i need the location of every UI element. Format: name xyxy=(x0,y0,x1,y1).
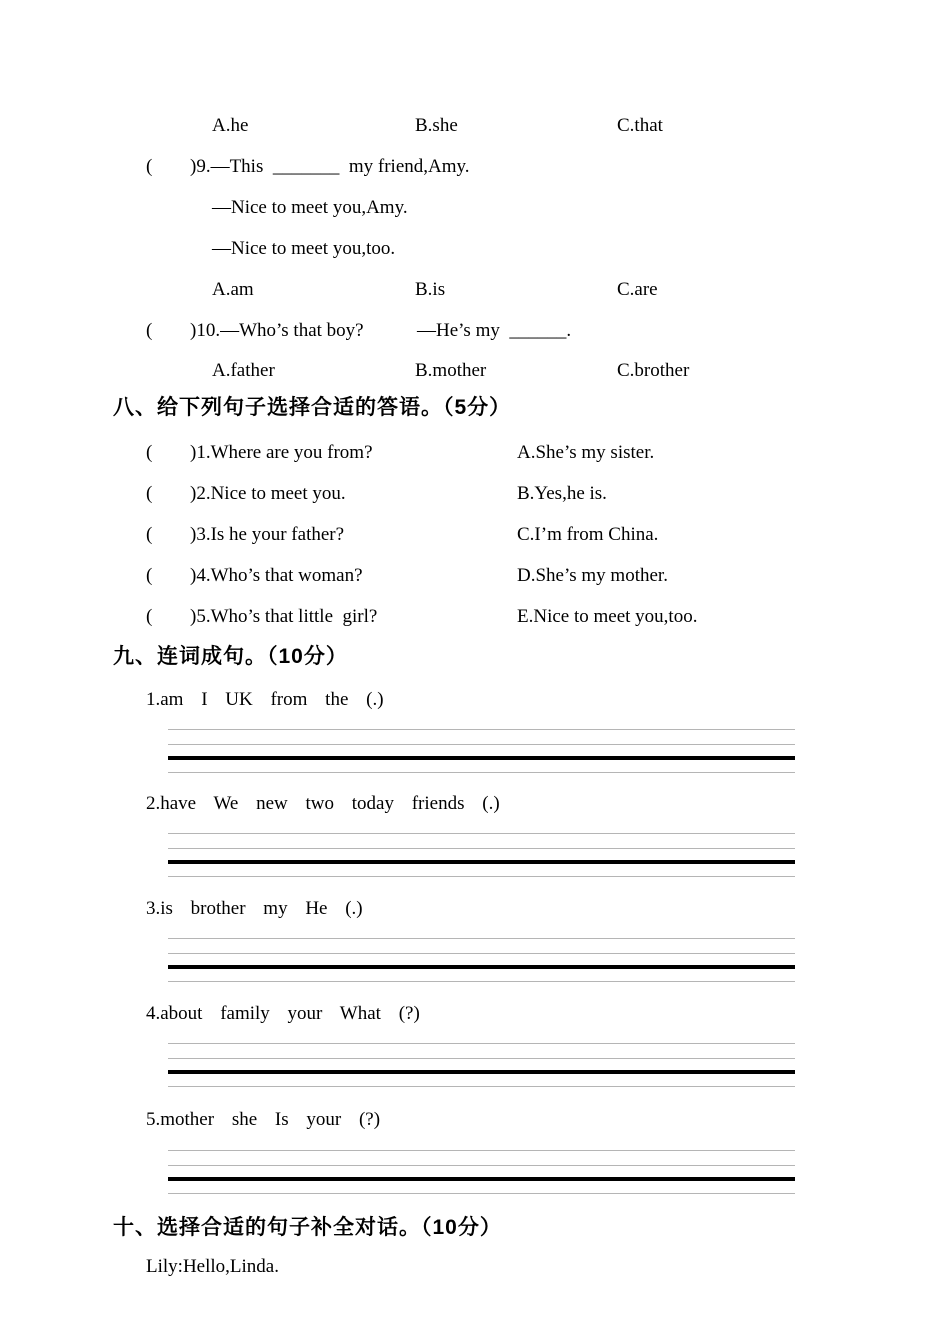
s8-row3-question: )3.Is he your father? xyxy=(190,524,345,545)
s8-row2-answer: B.Yes,he is. xyxy=(517,483,607,504)
section-8-title: 八、给下列句子选择合适的答语。（5分） xyxy=(113,396,512,419)
writing-line-thick xyxy=(168,756,795,760)
s8-row2-question: )2.Nice to meet you. xyxy=(190,483,346,504)
writing-line-thin xyxy=(168,848,795,849)
q9-answer-bracket: ( xyxy=(146,156,153,177)
writing-lines-1 xyxy=(168,729,795,776)
writing-line-thick xyxy=(168,1177,795,1181)
s9-item-3: 3.is brother my He (.) xyxy=(146,898,363,919)
q8-option-b: B.she xyxy=(415,115,458,136)
writing-lines-5 xyxy=(168,1150,795,1197)
section-9-title: 九、连词成句。（10分） xyxy=(113,645,348,668)
writing-line-thin xyxy=(168,729,795,730)
s9-item-1: 1.am I UK from the (.) xyxy=(146,689,384,710)
s8-row5-question: )5.Who’s that little girl? xyxy=(190,606,378,627)
writing-line-thin xyxy=(168,1058,795,1059)
s9-item-5: 5.mother she Is your (?) xyxy=(146,1109,381,1130)
s8-row5-bracket: ( xyxy=(146,606,153,627)
q9-reply-1: —Nice to meet you,Amy. xyxy=(212,197,408,218)
s8-row1-answer: A.She’s my sister. xyxy=(517,442,655,463)
s8-row4-answer: D.She’s my mother. xyxy=(517,565,668,586)
writing-line-thin xyxy=(168,938,795,939)
writing-line-thin xyxy=(168,772,795,773)
s8-row3-bracket: ( xyxy=(146,524,153,545)
section-10-title: 十、选择合适的句子补全对话。（10分） xyxy=(113,1216,502,1239)
writing-line-thin xyxy=(168,953,795,954)
writing-line-thin xyxy=(168,1086,795,1087)
q9-option-b: B.is xyxy=(415,279,446,300)
q9-question-text: )9.—This _______ my friend,Amy. xyxy=(190,156,470,177)
s8-row1-bracket: ( xyxy=(146,442,153,463)
q10-question-text: )10.—Who’s that boy? xyxy=(190,320,364,341)
q10-answer-bracket: ( xyxy=(146,320,153,341)
writing-line-thin xyxy=(168,981,795,982)
writing-lines-2 xyxy=(168,833,795,880)
writing-line-thick xyxy=(168,1070,795,1074)
s8-row4-question: )4.Who’s that woman? xyxy=(190,565,363,586)
writing-lines-4 xyxy=(168,1043,795,1090)
writing-line-thin xyxy=(168,1150,795,1151)
s8-row4-bracket: ( xyxy=(146,565,153,586)
q8-option-a: A.he xyxy=(212,115,249,136)
writing-lines-3 xyxy=(168,938,795,985)
q9-option-c: C.are xyxy=(617,279,658,300)
s8-row2-bracket: ( xyxy=(146,483,153,504)
s10-dialog-line-1: Lily:Hello,Linda. xyxy=(146,1256,279,1277)
q10-option-b: B.mother xyxy=(415,360,487,381)
writing-line-thick xyxy=(168,860,795,864)
q8-option-c: C.that xyxy=(617,115,663,136)
writing-line-thin xyxy=(168,1165,795,1166)
writing-line-thick xyxy=(168,965,795,969)
q9-reply-2: —Nice to meet you,too. xyxy=(212,238,396,259)
s8-row1-question: )1.Where are you from? xyxy=(190,442,373,463)
q10-answer-text: —He’s my ______. xyxy=(417,320,572,341)
writing-line-thin xyxy=(168,1043,795,1044)
s9-item-4: 4.about family your What (?) xyxy=(146,1003,420,1024)
writing-line-thin xyxy=(168,1193,795,1194)
writing-line-thin xyxy=(168,876,795,877)
q10-option-c: C.brother xyxy=(617,360,690,381)
q9-option-a: A.am xyxy=(212,279,254,300)
s8-row5-answer: E.Nice to meet you,too. xyxy=(517,606,698,627)
q10-option-a: A.father xyxy=(212,360,275,381)
s9-item-2: 2.have We new two today friends (.) xyxy=(146,793,500,814)
writing-line-thin xyxy=(168,833,795,834)
writing-line-thin xyxy=(168,744,795,745)
s8-row3-answer: C.I’m from China. xyxy=(517,524,659,545)
